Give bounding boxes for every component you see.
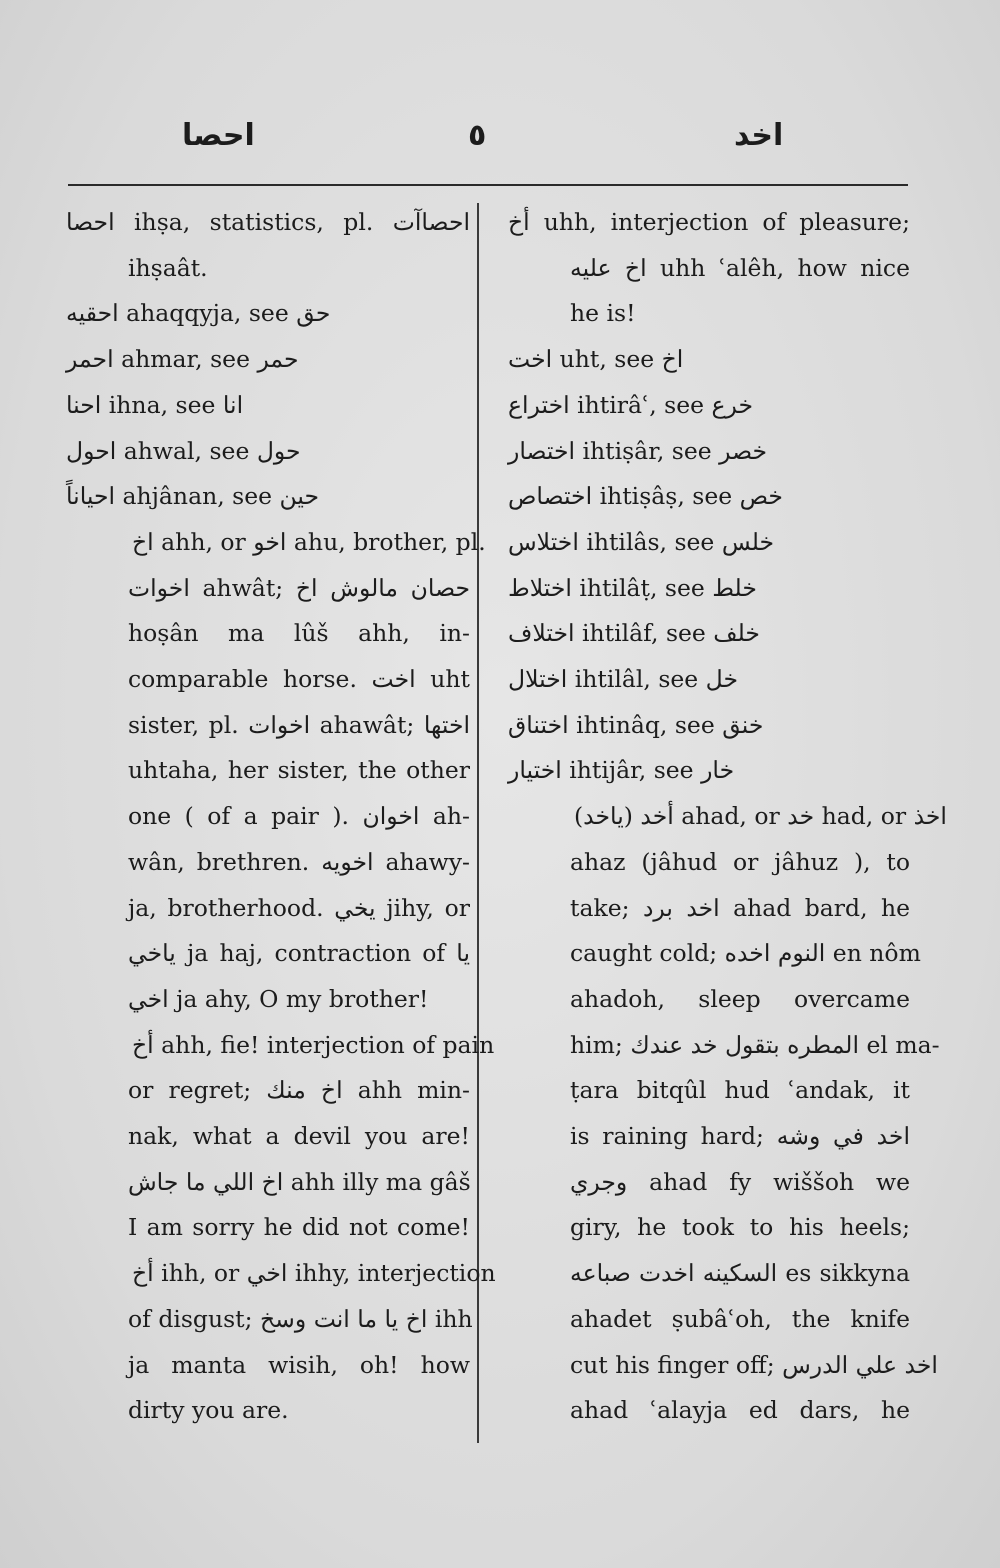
entry-line: اخ اللي ما جاش ahh illy ma gâš bbox=[128, 1167, 471, 1196]
entry-line: اخ ahh, or اخو ahu, brother, pl. bbox=[132, 527, 486, 556]
entry-line: uhtaha, her sister, the other bbox=[128, 756, 470, 785]
entry-line: وجري ahad fy wiššoh we bbox=[570, 1167, 910, 1196]
entry-line: احول ahwal, see حول bbox=[66, 436, 301, 465]
entry-line: احقيه ahaqqyja, see حق bbox=[66, 299, 331, 328]
entry-line: he is! bbox=[570, 299, 636, 328]
entry-line: hoṣân ma lûš ahh, in- bbox=[128, 619, 470, 648]
entry-line: احمر ahmar, see حمر bbox=[66, 345, 299, 374]
entry-line: dirty you are. bbox=[128, 1396, 289, 1425]
right-column bbox=[508, 200, 947, 1434]
entry-line: sister, pl. اخوات ahawât; اختها bbox=[128, 710, 470, 739]
entry-line: ihṣaât. bbox=[128, 253, 208, 282]
entry-line: caught cold; النوم اخده en nôm bbox=[570, 939, 921, 968]
entry-line: cut his finger off; اخد علي الدرس bbox=[570, 1350, 938, 1379]
header-rule bbox=[68, 184, 908, 186]
entry-line: اختصاص ihtiṣâṣ, see خص bbox=[508, 482, 783, 511]
entry-line: one ( of a pair ). اخوان ah- bbox=[128, 802, 470, 831]
entry-line: ahaz (jâhud or jâhuz ), to bbox=[570, 847, 910, 876]
entry-line: of disgust; اخ يا ما انت وسخ ihh bbox=[128, 1304, 473, 1333]
entry-line: أخ ahh, fie! interjection of pain bbox=[132, 1030, 495, 1059]
entry-line: ahadoh, sleep overcame bbox=[570, 984, 910, 1013]
entry-line: اختلاس ihtilâs, see خلس bbox=[508, 527, 775, 556]
entry-line: I am sorry he did not come! bbox=[128, 1213, 470, 1242]
entry-line: السكينه اخدت صباعه es sikkyna bbox=[570, 1259, 910, 1288]
entry-line: giry, he took to his heels; bbox=[570, 1213, 910, 1242]
entry-line: أخ uhh, interjection of pleasure; bbox=[508, 208, 910, 236]
entry-line: ahad ʿalayja ed dars, he bbox=[570, 1396, 910, 1425]
entry-line: اختلال ihtilâl, see خل bbox=[508, 665, 738, 694]
left-column bbox=[66, 200, 496, 1434]
entry-line: nak, what a devil you are! bbox=[128, 1122, 470, 1151]
header-left-guide-word: احصا bbox=[182, 118, 255, 153]
entry-line: ياخي ja haj, contraction of يا bbox=[128, 939, 470, 968]
entry-line: أخد (ياخد) ahad, or خد had, or اخذ bbox=[574, 802, 947, 831]
entry-line: اخ عليه uhh ʿalêh, how nice bbox=[570, 253, 910, 282]
entry-line: اختناق ihtinâq, see خنق bbox=[508, 710, 764, 739]
entry-line: اخي ja ahy, O my brother! bbox=[128, 984, 429, 1013]
entry-line: comparable horse. اخت uht bbox=[128, 665, 470, 694]
entry-line: or regret; اخ منك ahh min- bbox=[128, 1076, 470, 1105]
entry-line: احياناً ahjânan, see حين bbox=[66, 482, 320, 511]
entry-line: اخت uht, see اخ bbox=[508, 345, 684, 374]
entry-line: ṭara bitqûl hud ʿandak, it bbox=[570, 1076, 910, 1105]
entry-line: اختراع ihtirâʿ, see خرع bbox=[508, 390, 754, 419]
entry-line: أخ ihh, or اخي ihhy, interjection bbox=[132, 1259, 496, 1288]
entry-line: اختيار ihtijâr, see خار bbox=[508, 756, 735, 785]
entry-line: him; المطره بتقول خد عندك el ma- bbox=[570, 1030, 940, 1059]
page-number: ٥ bbox=[468, 118, 487, 153]
entry-line: اختصار ihtiṣâr, see خصر bbox=[508, 436, 768, 465]
entry-line: اخوات ahwât; حصان مالوش اخ bbox=[128, 573, 471, 602]
entry-line: wân, brethren. اخويه ahawy- bbox=[128, 847, 470, 876]
entry-line: is raining hard; اخد في وشه bbox=[570, 1122, 910, 1151]
entry-line: اختلاط ihtilâṭ, see خلط bbox=[508, 573, 757, 602]
header-right-guide-word: اخد bbox=[734, 118, 784, 153]
entry-line: ja, brotherhood. يخي jihy, or bbox=[128, 893, 470, 922]
entry-line: احنا ihna, see انا bbox=[66, 390, 244, 419]
entry-line: ja manta wisih, oh! how bbox=[128, 1350, 470, 1379]
entry-line: take; اخد برد ahad bard, he bbox=[570, 893, 910, 922]
entry-line: ahadet ṣubâʿoh, the knife bbox=[570, 1304, 910, 1333]
entry-line: احصا ihṣa, statistics, pl. احصاآت bbox=[66, 208, 470, 236]
entry-line: اختلاف ihtilâf, see خلف bbox=[508, 619, 760, 648]
